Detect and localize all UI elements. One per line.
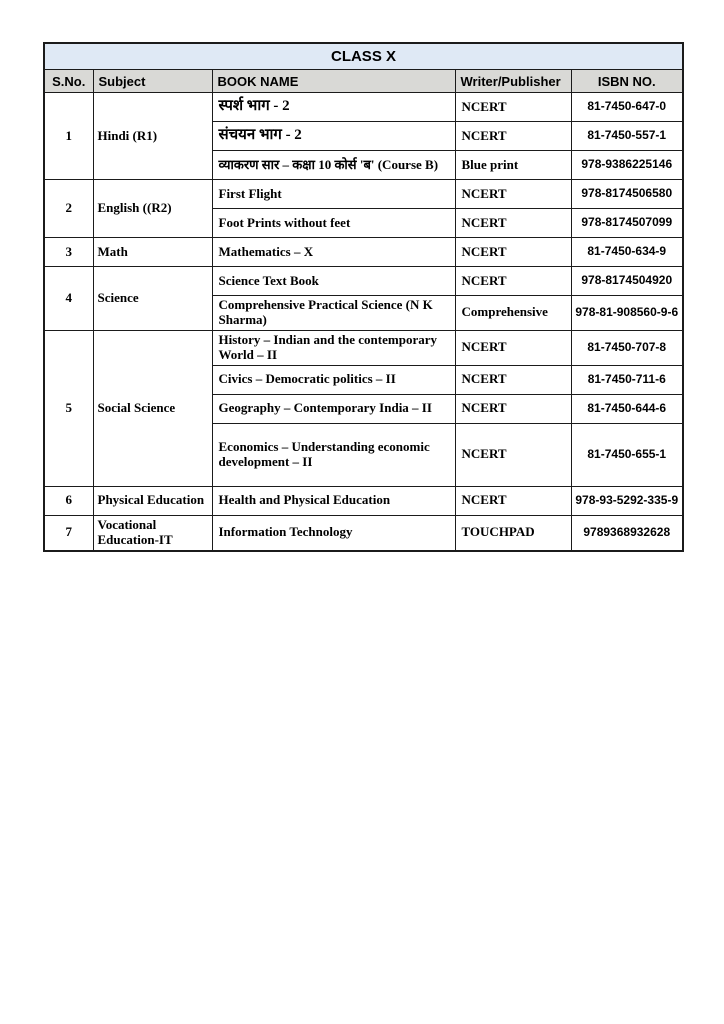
book-name-value: Health and Physical Education bbox=[212, 486, 455, 515]
book-row bbox=[44, 93, 683, 122]
subject-value: Hindi (R1) bbox=[93, 93, 212, 180]
book-name-value: Economics – Understanding economic development – II bbox=[212, 423, 455, 486]
writer-publisher-value: NCERT bbox=[455, 365, 571, 394]
column-header-row bbox=[44, 70, 683, 93]
isbn-value: 978-93-5292-335-9 bbox=[571, 486, 683, 515]
class-x-book-table bbox=[43, 42, 684, 552]
isbn-value: 81-7450-711-6 bbox=[571, 365, 683, 394]
book-row bbox=[44, 267, 683, 296]
column-header-writer-publisher: Writer/Publisher bbox=[455, 70, 571, 93]
subject-value: English ((R2) bbox=[93, 180, 212, 238]
book-row bbox=[44, 330, 683, 365]
isbn-value: 978-81-908560-9-6 bbox=[571, 296, 683, 331]
sno-value: 6 bbox=[44, 486, 93, 515]
book-name-value: Civics – Democratic politics – II bbox=[212, 365, 455, 394]
subject-value: Vocational Education-IT bbox=[93, 515, 212, 550]
book-name-value: Comprehensive Practical Science (N K Sharma) bbox=[212, 296, 455, 331]
sno-value: 7 bbox=[44, 515, 93, 550]
isbn-value: 81-7450-634-9 bbox=[571, 238, 683, 267]
isbn-value: 81-7450-644-6 bbox=[571, 394, 683, 423]
isbn-value: 81-7450-557-1 bbox=[571, 122, 683, 151]
writer-publisher-value: NCERT bbox=[455, 122, 571, 151]
book-name-value: Mathematics – X bbox=[212, 238, 455, 267]
subject-value: Physical Education bbox=[93, 486, 212, 515]
column-header-isbn-no: ISBN NO. bbox=[571, 70, 683, 93]
book-name-value: Information Technology bbox=[212, 515, 455, 550]
sno-value: 2 bbox=[44, 180, 93, 238]
book-name-value: व्याकरण सार – कक्षा 10 कोर्स 'ब' (Course B) bbox=[212, 151, 455, 180]
table-title: CLASS X bbox=[44, 43, 683, 70]
isbn-value: 978-8174506580 bbox=[571, 180, 683, 209]
writer-publisher-value: NCERT bbox=[455, 330, 571, 365]
writer-publisher-value: Comprehensive bbox=[455, 296, 571, 331]
book-row bbox=[44, 486, 683, 515]
writer-publisher-value: NCERT bbox=[455, 209, 571, 238]
isbn-value: 81-7450-647-0 bbox=[571, 93, 683, 122]
writer-publisher-value: NCERT bbox=[455, 238, 571, 267]
sno-value: 3 bbox=[44, 238, 93, 267]
isbn-value: 81-7450-707-8 bbox=[571, 330, 683, 365]
subject-value: Social Science bbox=[93, 330, 212, 486]
writer-publisher-value: NCERT bbox=[455, 180, 571, 209]
subject-value: Math bbox=[93, 238, 212, 267]
book-row bbox=[44, 180, 683, 209]
column-header-sno: S.No. bbox=[44, 70, 93, 93]
book-name-value: स्पर्श भाग - 2 bbox=[212, 93, 455, 122]
writer-publisher-value: NCERT bbox=[455, 394, 571, 423]
table-title-row bbox=[44, 43, 683, 70]
writer-publisher-value: NCERT bbox=[455, 423, 571, 486]
book-name-value: First Flight bbox=[212, 180, 455, 209]
book-name-value: Foot Prints without feet bbox=[212, 209, 455, 238]
writer-publisher-value: NCERT bbox=[455, 93, 571, 122]
column-header-book-name: BOOK NAME bbox=[212, 70, 455, 93]
book-row bbox=[44, 238, 683, 267]
book-name-value: संचयन भाग - 2 bbox=[212, 122, 455, 151]
subject-value: Science bbox=[93, 267, 212, 331]
book-name-value: Geography – Contemporary India – II bbox=[212, 394, 455, 423]
book-name-value: History – Indian and the contemporary World – II bbox=[212, 330, 455, 365]
writer-publisher-value: NCERT bbox=[455, 486, 571, 515]
isbn-value: 978-9386225146 bbox=[571, 151, 683, 180]
isbn-value: 9789368932628 bbox=[571, 515, 683, 550]
book-name-value: Science Text Book bbox=[212, 267, 455, 296]
writer-publisher-value: TOUCHPAD bbox=[455, 515, 571, 550]
book-rows bbox=[44, 93, 683, 551]
isbn-value: 978-8174507099 bbox=[571, 209, 683, 238]
sno-value: 5 bbox=[44, 330, 93, 486]
sno-value: 1 bbox=[44, 93, 93, 180]
sno-value: 4 bbox=[44, 267, 93, 331]
writer-publisher-value: Blue print bbox=[455, 151, 571, 180]
writer-publisher-value: NCERT bbox=[455, 267, 571, 296]
book-row bbox=[44, 515, 683, 550]
column-header-subject: Subject bbox=[93, 70, 212, 93]
isbn-value: 978-8174504920 bbox=[571, 267, 683, 296]
isbn-value: 81-7450-655-1 bbox=[571, 423, 683, 486]
